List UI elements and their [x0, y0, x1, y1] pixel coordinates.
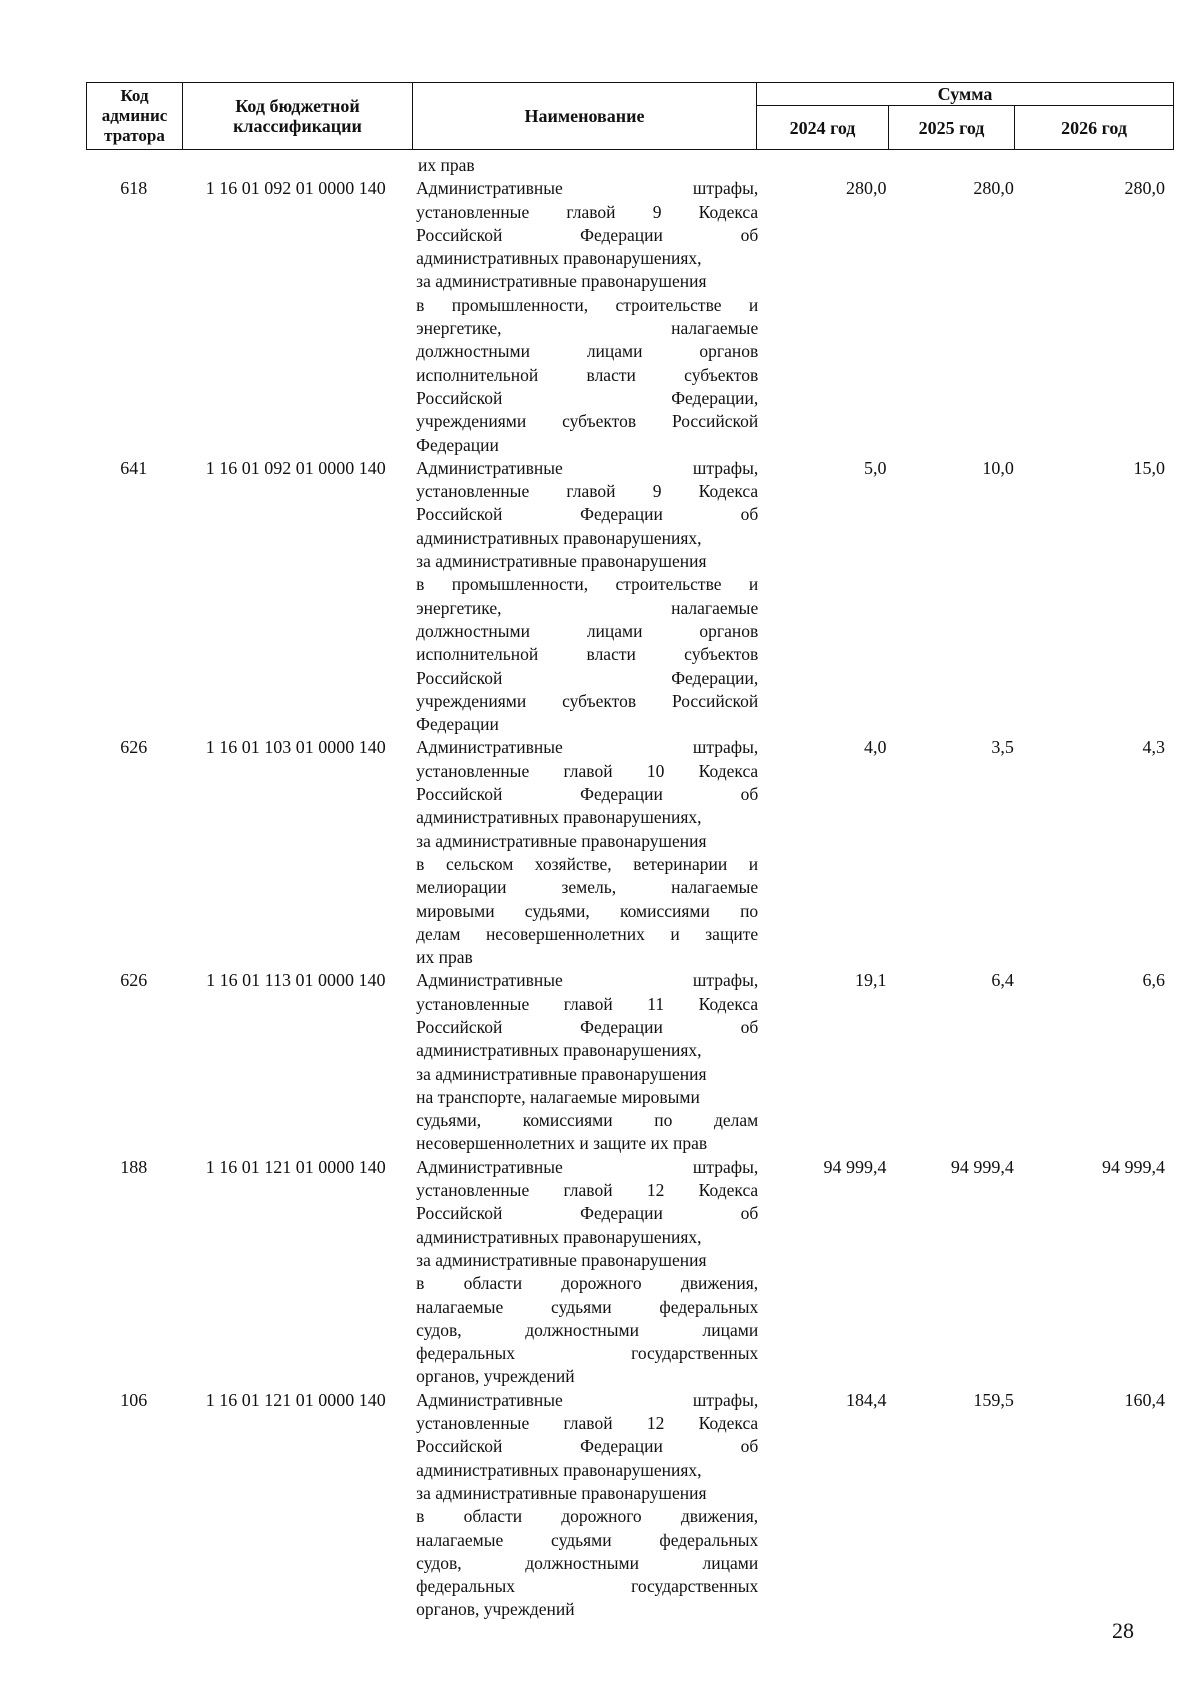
name-line [416, 1249, 758, 1272]
name-word: за административные правонарушения [416, 271, 707, 292]
budget-code-cell: 1 16 01 113 01 0000 140 [206, 970, 386, 991]
name-line [416, 1575, 758, 1598]
value-2025-cell: 10,0 [982, 457, 1014, 478]
table-header [86, 82, 1174, 150]
name-word: строительстве [615, 294, 722, 315]
name-word: власти [586, 364, 636, 385]
name-line [416, 224, 758, 247]
name-word: налагаемые [416, 1529, 504, 1550]
name-line [416, 457, 758, 480]
table-row [86, 457, 1173, 737]
name-line [416, 1016, 758, 1039]
name-word: исполнительной [416, 644, 539, 665]
name-word: Административные [416, 970, 563, 991]
name-line [416, 1202, 758, 1225]
name-word: Федерации [416, 714, 499, 735]
name-word: Федерации [580, 504, 663, 525]
value-2025-cell: 280,0 [973, 178, 1014, 199]
name-word: судьями, [524, 900, 590, 921]
name-line [416, 480, 758, 503]
name-word: органов [699, 341, 759, 362]
name-word: в [416, 1273, 425, 1294]
name-word: субъектов [562, 690, 637, 711]
value-2024-cell: 184,4 [845, 1389, 887, 1410]
value-2025-cell: 6,4 [991, 970, 1014, 991]
name-word: 12 [646, 1180, 665, 1201]
name-line [416, 1598, 758, 1621]
value-2025-cell: 94 999,4 [950, 1156, 1014, 1177]
name-line [416, 270, 758, 293]
name-cell [410, 177, 758, 457]
name-word: на транспорте, налагаемые мировыми [416, 1086, 700, 1107]
header-year-2024: 2024 год [757, 106, 889, 150]
name-word: об [740, 1016, 759, 1037]
name-word: органов [699, 620, 759, 641]
name-word: области [463, 1273, 523, 1294]
table-body [86, 154, 1173, 1622]
name-line [416, 294, 758, 317]
header-year-2026: 2026 год [1015, 106, 1174, 150]
name-word: энергетике, [416, 597, 502, 618]
value-2026-cell: 15,0 [1133, 457, 1165, 478]
name-word: должностными [416, 620, 530, 641]
name-word: учреждениями [416, 690, 527, 711]
name-word: хозяйстве, [534, 853, 612, 874]
name-word: об [740, 224, 759, 245]
name-word: Административные [416, 457, 563, 478]
name-word: несовершеннолетних и защите их прав [416, 1133, 708, 1154]
name-cell [410, 1156, 758, 1389]
name-word: судьями [551, 1529, 612, 1550]
name-line [416, 1552, 758, 1575]
name-word: за административные правонарушения [416, 1063, 707, 1084]
name-word: государственных [631, 1343, 759, 1364]
name-word: в [416, 1506, 425, 1527]
name-word: мировыми [416, 900, 495, 921]
name-line [416, 993, 758, 1016]
name-line [416, 876, 758, 899]
name-line [416, 690, 758, 713]
name-word: Административные [416, 178, 563, 199]
name-line [416, 1389, 758, 1412]
value-2025-cell: 159,5 [973, 1389, 1014, 1410]
table-row [86, 1389, 1173, 1622]
name-word: установленные [416, 760, 530, 781]
name-line [416, 387, 758, 410]
value-2026-cell: 94 999,4 [1102, 1156, 1165, 1177]
budget-code-cell: 1 16 01 092 01 0000 140 [205, 457, 386, 478]
name-line [416, 1459, 758, 1482]
name-line [416, 923, 758, 946]
name-word: и [748, 574, 759, 595]
name-word: федеральных [416, 1343, 515, 1364]
name-word: главой [566, 481, 616, 502]
name-word: органов, учреждений [416, 1599, 575, 1620]
name-cell [410, 969, 758, 1155]
name-line [416, 201, 758, 224]
name-word: штрафы, [692, 737, 759, 758]
name-word: делам [713, 1110, 759, 1131]
name-word: Российской [416, 387, 503, 408]
name-word: субъектов [684, 364, 759, 385]
name-line [416, 900, 758, 923]
name-line [416, 1179, 758, 1202]
header-admin-code: Код админис тратора [87, 83, 183, 150]
value-2025-cell: 3,5 [991, 737, 1014, 758]
name-word: налагаемые [671, 318, 759, 339]
name-word: и [748, 853, 759, 874]
name-line [416, 1435, 758, 1458]
admin-code-cell: 618 [120, 178, 148, 199]
name-word: Федерации, [671, 387, 759, 408]
name-word: лицами [586, 620, 643, 641]
name-word: судьями, [416, 1110, 482, 1131]
name-word: области [463, 1506, 523, 1527]
name-word: об [740, 504, 759, 525]
name-word: должностными [416, 341, 530, 362]
value-2024-cell: 280,0 [845, 178, 887, 199]
name-word: Российской [671, 411, 759, 432]
name-word: несовершеннолетних [485, 923, 645, 944]
name-word: лицами [702, 1552, 759, 1573]
name-word: по [654, 1110, 673, 1131]
name-word: Федерации [580, 1016, 663, 1037]
name-word: 12 [646, 1413, 665, 1434]
name-line [416, 830, 758, 853]
name-word: должностными [525, 1552, 639, 1573]
name-word: главой [563, 1180, 613, 1201]
name-word: административных правонарушениях, [416, 807, 702, 828]
name-word: главой [563, 993, 613, 1014]
name-line [416, 643, 758, 666]
continuation-text: их прав [418, 155, 475, 175]
name-word: Российской [416, 784, 503, 805]
admin-code-cell: 641 [120, 457, 148, 478]
name-word: Кодекса [698, 1413, 759, 1434]
name-word: главой [566, 201, 616, 222]
name-line [416, 713, 758, 736]
name-word: энергетике, [416, 318, 502, 339]
name-word: Кодекса [698, 481, 759, 502]
name-line [416, 177, 758, 200]
budget-code-cell: 1 16 01 092 01 0000 140 [205, 178, 386, 199]
table-row [86, 177, 1173, 457]
continuation-row [86, 154, 1173, 177]
name-word: 9 [652, 481, 662, 502]
name-word: 11 [647, 993, 665, 1014]
name-line [416, 1086, 758, 1109]
name-word: налагаемые [671, 597, 759, 618]
name-word: в [416, 574, 425, 595]
name-word: Федерации [580, 784, 663, 805]
name-word: штрафы, [692, 457, 759, 478]
name-word: за административные правонарушения [416, 830, 707, 851]
name-word: должностными [525, 1319, 639, 1340]
name-word: 9 [652, 201, 662, 222]
name-word: Федерации, [671, 667, 759, 688]
name-word: Федерации [416, 434, 499, 455]
name-line [416, 364, 758, 387]
name-word: движения, [680, 1273, 759, 1294]
header-sum: Сумма [757, 83, 1174, 106]
name-word: 10 [646, 760, 665, 781]
name-word: Российской [416, 504, 503, 525]
name-word: Федерации [580, 224, 663, 245]
name-word: дорожного [561, 1273, 642, 1294]
name-word: установленные [416, 1180, 530, 1201]
name-line [416, 736, 758, 759]
name-word: за административные правонарушения [416, 551, 707, 572]
table-row [86, 736, 1173, 969]
budget-code-cell: 1 16 01 121 01 0000 140 [205, 1156, 386, 1177]
name-line [416, 573, 758, 596]
name-line [416, 1365, 758, 1388]
name-word: органов, учреждений [416, 1366, 575, 1387]
name-word: исполнительной [416, 364, 539, 385]
name-word: установленные [416, 481, 530, 502]
name-word: об [740, 1203, 759, 1224]
name-word: федеральных [659, 1529, 759, 1550]
name-word: административных правонарушениях, [416, 1040, 702, 1061]
name-line [416, 969, 758, 992]
name-line [416, 1132, 758, 1155]
name-word: Федерации [580, 1203, 663, 1224]
name-word: федеральных [659, 1296, 759, 1317]
name-word: административных правонарушениях, [416, 1459, 702, 1480]
admin-code-cell: 626 [120, 737, 148, 758]
name-word: ветеринарии [633, 853, 728, 874]
name-line [416, 597, 758, 620]
name-word: административных правонарушениях, [416, 1226, 702, 1247]
name-word: в [416, 853, 425, 874]
table-row [86, 1156, 1173, 1389]
name-word: их прав [416, 947, 473, 968]
value-2024-cell: 94 999,4 [823, 1156, 887, 1177]
name-line [416, 1505, 758, 1528]
name-word: мелиорации [416, 877, 507, 898]
name-word: государственных [631, 1576, 759, 1597]
admin-code-cell: 188 [120, 1156, 148, 1177]
name-line [416, 1529, 758, 1552]
name-line [416, 434, 758, 457]
name-word: Административные [416, 1156, 563, 1177]
name-word: Кодекса [698, 993, 759, 1014]
header-budget-code: Код бюджетной классификации [183, 83, 413, 150]
name-line [416, 1063, 758, 1086]
name-word: дорожного [561, 1506, 642, 1527]
name-word: Российской [671, 690, 759, 711]
name-line [416, 410, 758, 433]
name-cell [410, 1389, 758, 1622]
name-word: Российской [416, 1203, 503, 1224]
name-word: судов, [416, 1552, 462, 1573]
name-word: установленные [416, 201, 530, 222]
name-word: Российской [416, 224, 503, 245]
name-cell [410, 457, 758, 737]
name-word: строительстве [615, 574, 722, 595]
header-name: Наименование [413, 83, 757, 150]
name-word: лицами [586, 341, 643, 362]
name-word: власти [586, 644, 636, 665]
name-line [416, 503, 758, 526]
name-line [416, 853, 758, 876]
name-line [416, 620, 758, 643]
name-word: Федерации [580, 1436, 663, 1457]
name-word: сельском [445, 853, 514, 874]
name-word: административных правонарушениях, [416, 248, 702, 269]
name-line [416, 1156, 758, 1179]
name-word: установленные [416, 1413, 530, 1434]
name-word: промышленности, [451, 294, 589, 315]
name-line [416, 1109, 758, 1132]
name-word: Кодекса [698, 201, 759, 222]
budget-code-cell: 1 16 01 121 01 0000 140 [205, 1389, 386, 1410]
name-word: штрафы, [692, 178, 759, 199]
name-word: об [740, 784, 759, 805]
value-2026-cell: 4,3 [1142, 737, 1165, 758]
admin-code-cell: 626 [120, 970, 148, 991]
name-word: в [416, 294, 425, 315]
name-word: штрафы, [692, 1156, 759, 1177]
name-word: за административные правонарушения [416, 1482, 707, 1503]
name-word: Российской [416, 1016, 503, 1037]
name-word: главой [563, 760, 613, 781]
name-line [416, 1272, 758, 1295]
name-word: делам [416, 923, 461, 944]
name-line [416, 1412, 758, 1435]
name-word: федеральных [416, 1576, 515, 1597]
name-word: Кодекса [698, 1180, 759, 1201]
name-word: Административные [416, 1389, 563, 1410]
name-line [416, 1482, 758, 1505]
name-word: за административные правонарушения [416, 1249, 707, 1270]
budget-code-cell: 1 16 01 103 01 0000 140 [205, 737, 386, 758]
name-line [416, 1319, 758, 1342]
name-word: движения, [680, 1506, 759, 1527]
name-cell [410, 736, 758, 969]
name-word: субъектов [684, 644, 759, 665]
name-word: комиссиями [619, 900, 710, 921]
name-line [416, 1342, 758, 1365]
name-word: Административные [416, 737, 563, 758]
value-2024-cell: 19,1 [854, 970, 887, 991]
value-2026-cell: 160,4 [1124, 1389, 1165, 1410]
name-line [416, 1039, 758, 1062]
name-line [416, 340, 758, 363]
table-row [86, 969, 1173, 1155]
header-year-2025: 2025 год [889, 106, 1015, 150]
name-word: комиссиями [522, 1110, 613, 1131]
name-word: судов, [416, 1319, 462, 1340]
name-word: учреждениями [416, 411, 527, 432]
name-word: защите [705, 923, 759, 944]
name-word: и [670, 923, 680, 944]
name-line [416, 527, 758, 550]
name-word: Российской [416, 667, 503, 688]
name-line [416, 550, 758, 573]
value-2026-cell: 280,0 [1124, 178, 1165, 199]
name-line [416, 1296, 758, 1319]
name-line [416, 946, 758, 969]
name-word: установленные [416, 993, 530, 1014]
name-word: субъектов [562, 411, 637, 432]
name-word: штрафы, [692, 970, 759, 991]
name-line [416, 247, 758, 270]
name-word: по [740, 900, 759, 921]
name-word: налагаемые [416, 1296, 504, 1317]
name-word: и [748, 294, 759, 315]
name-word: главой [563, 1413, 613, 1434]
value-2026-cell: 6,6 [1142, 970, 1165, 991]
name-word: об [740, 1436, 759, 1457]
name-line [416, 806, 758, 829]
name-word: административных правонарушениях, [416, 527, 702, 548]
name-word: Российской [416, 1436, 503, 1457]
name-word: судьями [551, 1296, 612, 1317]
name-line [416, 760, 758, 783]
name-line [416, 317, 758, 340]
name-word: земель, [561, 877, 617, 898]
name-line [416, 667, 758, 690]
admin-code-cell: 106 [120, 1389, 148, 1410]
name-word: Кодекса [698, 760, 759, 781]
name-word: штрафы, [692, 1389, 759, 1410]
name-line [416, 783, 758, 806]
page-number: 28 [1112, 1618, 1134, 1643]
name-word: промышленности, [451, 574, 589, 595]
name-word: лицами [702, 1319, 759, 1340]
name-word: налагаемые [671, 877, 759, 898]
name-line [416, 1226, 758, 1249]
value-2024-cell: 4,0 [863, 737, 887, 758]
value-2024-cell: 5,0 [863, 457, 887, 478]
